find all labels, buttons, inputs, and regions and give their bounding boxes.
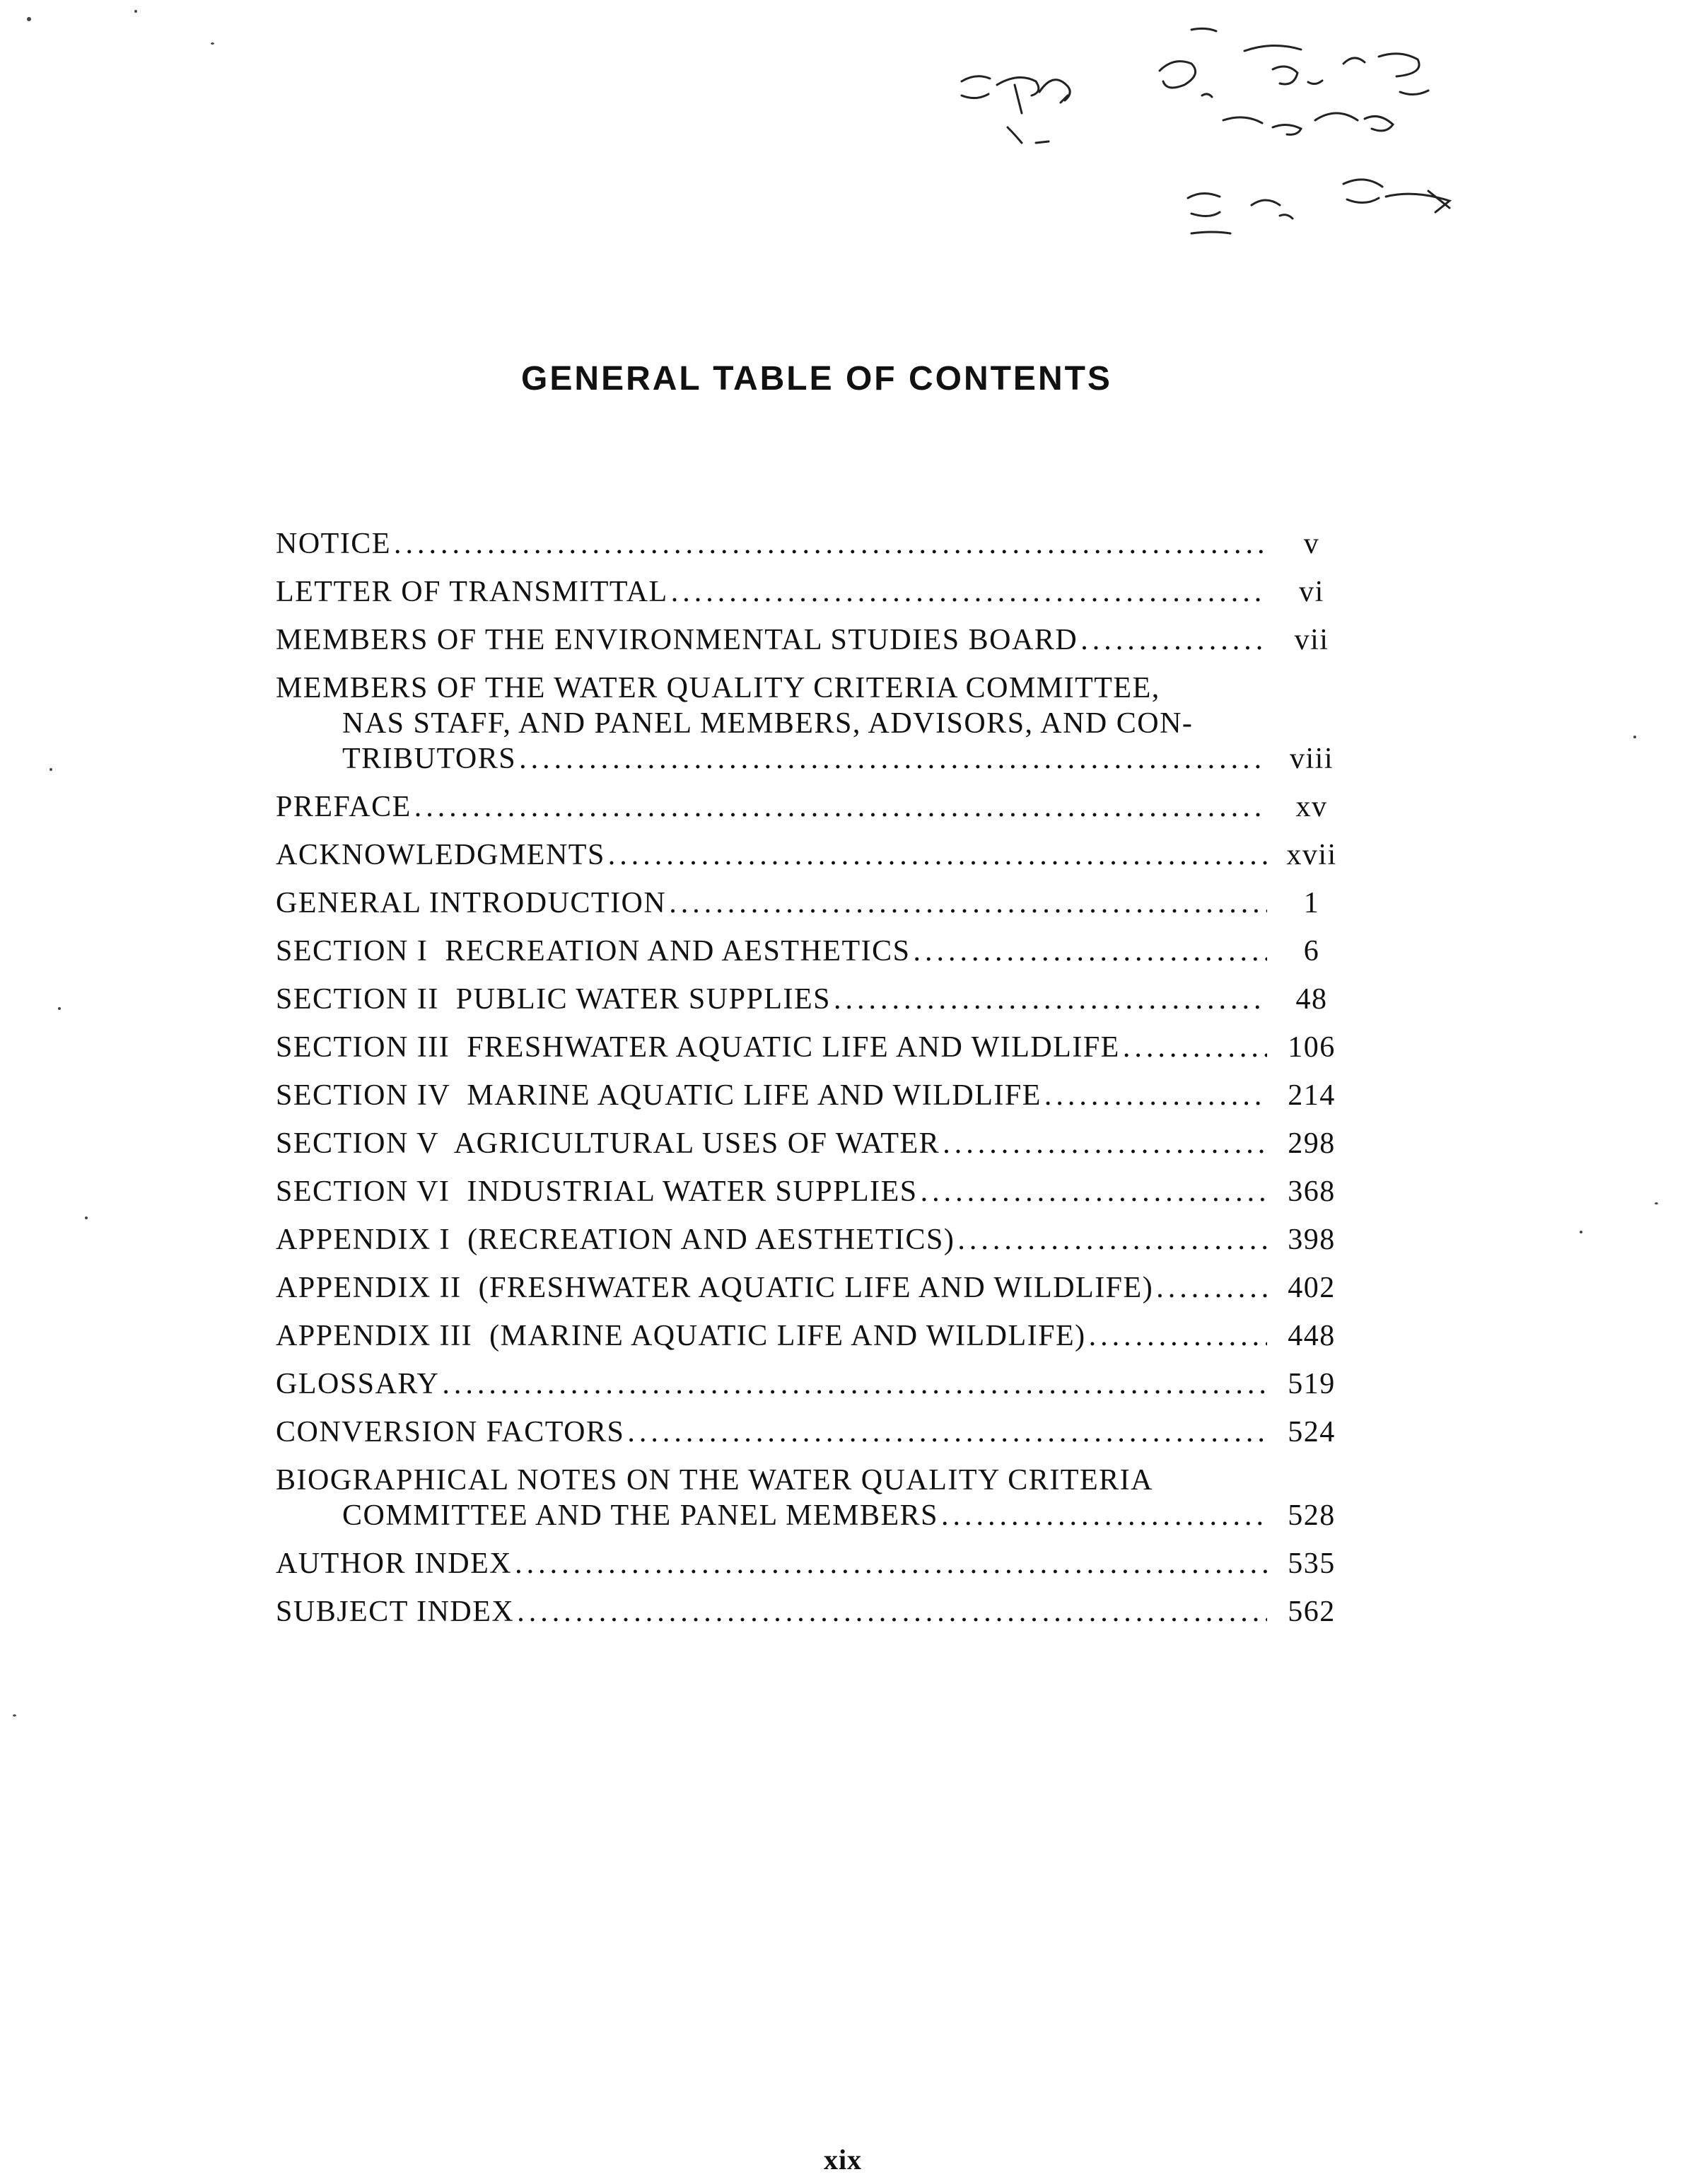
scan-speck: [49, 768, 52, 771]
toc-entry-title: GENERAL INTRODUCTION: [276, 887, 667, 919]
toc-entry: [276, 1270, 1351, 1306]
toc-page-number: vii: [1294, 624, 1329, 656]
toc-entry-title: APPENDIX I (RECREATION AND AESTHETICS): [276, 1224, 955, 1256]
dot-leader: [394, 526, 1267, 562]
toc-page-number: 402: [1288, 1272, 1336, 1304]
toc-entry: [276, 1463, 1351, 1533]
toc-entry: [276, 670, 1351, 777]
toc-entry-title: SUBJECT INDEX: [276, 1596, 515, 1628]
toc-entry-title: PREFACE: [276, 791, 412, 823]
toc-entry: [276, 1030, 1351, 1065]
dot-leader: [1080, 622, 1267, 658]
page-number: xix: [823, 2144, 863, 2176]
toc-entry: [276, 1366, 1351, 1402]
toc-page-number: 398: [1288, 1224, 1336, 1256]
dot-leader: [943, 1126, 1267, 1161]
toc-entry-title: SECTION II PUBLIC WATER SUPPLIES: [276, 983, 831, 1016]
scan-speck: [1655, 1202, 1658, 1204]
toc-entry-title-line: TRIBUTORS: [342, 743, 517, 775]
toc-entry-title-line: COMMITTEE AND THE PANEL MEMBERS: [342, 1499, 939, 1532]
table-of-contents: [276, 526, 1351, 1642]
toc-entry: [276, 526, 1351, 562]
toc-entry-title: SECTION VI INDUSTRIAL WATER SUPPLIES: [276, 1175, 918, 1208]
toc-entry-title-line: NAS STAFF, AND PANEL MEMBERS, ADVISORS, AND CON-: [342, 707, 1194, 740]
dot-leader: [627, 1415, 1267, 1450]
toc-page-number: 535: [1288, 1547, 1336, 1580]
dot-leader: [671, 574, 1267, 610]
scan-speck: [134, 10, 137, 13]
toc-entry-title: SECTION III FRESHWATER AQUATIC LIFE AND WILDLIFE: [276, 1031, 1120, 1064]
dot-leader: [941, 1498, 1267, 1533]
dot-leader: [957, 1222, 1267, 1257]
dot-leader: [834, 982, 1267, 1017]
toc-entry: [276, 1126, 1351, 1161]
toc-entry-title: SECTION V AGRICULTURAL USES OF WATER: [276, 1127, 940, 1160]
toc-entry: [276, 837, 1351, 873]
toc-entry: [276, 1415, 1351, 1450]
toc-entry: [276, 1546, 1351, 1581]
toc-entry-title: SECTION IV MARINE AQUATIC LIFE AND WILDLIFE: [276, 1079, 1042, 1112]
toc-page-number: xvii: [1286, 839, 1337, 871]
toc-entry: [276, 789, 1351, 825]
toc-page-number: 562: [1288, 1596, 1336, 1628]
toc-entry: [276, 1174, 1351, 1209]
toc-entry: [276, 1318, 1351, 1354]
dot-leader: [1156, 1270, 1267, 1306]
toc-entry-title: GLOSSARY: [276, 1368, 440, 1400]
handwritten-annotation: [947, 14, 1527, 240]
dot-leader: [669, 885, 1267, 921]
scan-speck: [211, 42, 214, 45]
toc-page-number: viii: [1289, 743, 1334, 775]
scan-speck: [1633, 736, 1636, 738]
dot-leader: [442, 1366, 1267, 1402]
dot-leader: [414, 789, 1267, 825]
toc-entry-title-line: BIOGRAPHICAL NOTES ON THE WATER QUALITY CRITERIA: [276, 1464, 1153, 1497]
toc-entry-title: ACKNOWLEDGMENTS: [276, 839, 605, 871]
toc-page-number: 214: [1288, 1079, 1336, 1112]
toc-entry: [276, 1222, 1351, 1257]
dot-leader: [921, 1174, 1267, 1209]
dot-leader: [1044, 1078, 1267, 1113]
page-title: GENERAL TABLE OF CONTENTS: [521, 360, 1112, 397]
toc-page-number: 524: [1288, 1416, 1336, 1448]
scan-speck: [1580, 1231, 1582, 1233]
toc-entry-title: APPENDIX III (MARINE AQUATIC LIFE AND WILDLIFE): [276, 1320, 1086, 1352]
toc-page-number: v: [1303, 528, 1320, 560]
toc-page-number: 6: [1303, 935, 1320, 968]
toc-entry-title: SECTION I RECREATION AND AESTHETICS: [276, 935, 911, 968]
toc-page-number: 298: [1288, 1127, 1336, 1160]
toc-entry-title: APPENDIX II (FRESHWATER AQUATIC LIFE AND WILDLIFE): [276, 1272, 1154, 1304]
toc-page-number: 448: [1288, 1320, 1336, 1352]
toc-page-number: 1: [1303, 887, 1320, 919]
toc-page-number: 528: [1288, 1499, 1336, 1532]
toc-entry: [276, 622, 1351, 658]
toc-entry: [276, 574, 1351, 610]
toc-entry: [276, 934, 1351, 969]
toc-entry: [276, 885, 1351, 921]
toc-entry-title: NOTICE: [276, 528, 391, 560]
toc-entry: [276, 982, 1351, 1017]
dot-leader: [1123, 1030, 1267, 1065]
toc-page-number: vi: [1299, 576, 1324, 608]
toc-entry-title: MEMBERS OF THE ENVIRONMENTAL STUDIES BOARD: [276, 624, 1078, 656]
toc-entry: [276, 1078, 1351, 1113]
dot-leader: [515, 1546, 1267, 1581]
scan-speck: [58, 1007, 61, 1010]
toc-page-number: 48: [1295, 983, 1328, 1016]
scan-speck: [13, 1714, 16, 1717]
dot-leader: [608, 837, 1267, 873]
toc-page-number: 106: [1288, 1031, 1336, 1064]
toc-entry-title-line: MEMBERS OF THE WATER QUALITY CRITERIA COMMITTEE,: [276, 672, 1160, 704]
toc-page-number: 519: [1288, 1368, 1336, 1400]
toc-page-number: xv: [1295, 791, 1328, 823]
dot-leader: [1089, 1318, 1267, 1354]
toc-entry-title: AUTHOR INDEX: [276, 1547, 513, 1580]
scan-speck: [27, 17, 31, 21]
toc-entry-title: CONVERSION FACTORS: [276, 1416, 625, 1448]
toc-page-number: 368: [1288, 1175, 1336, 1208]
toc-entry-title: LETTER OF TRANSMITTAL: [276, 576, 668, 608]
dot-leader: [519, 741, 1267, 777]
dot-leader: [517, 1594, 1267, 1630]
toc-entry: [276, 1594, 1351, 1630]
dot-leader: [914, 934, 1267, 969]
scan-speck: [85, 1216, 88, 1219]
